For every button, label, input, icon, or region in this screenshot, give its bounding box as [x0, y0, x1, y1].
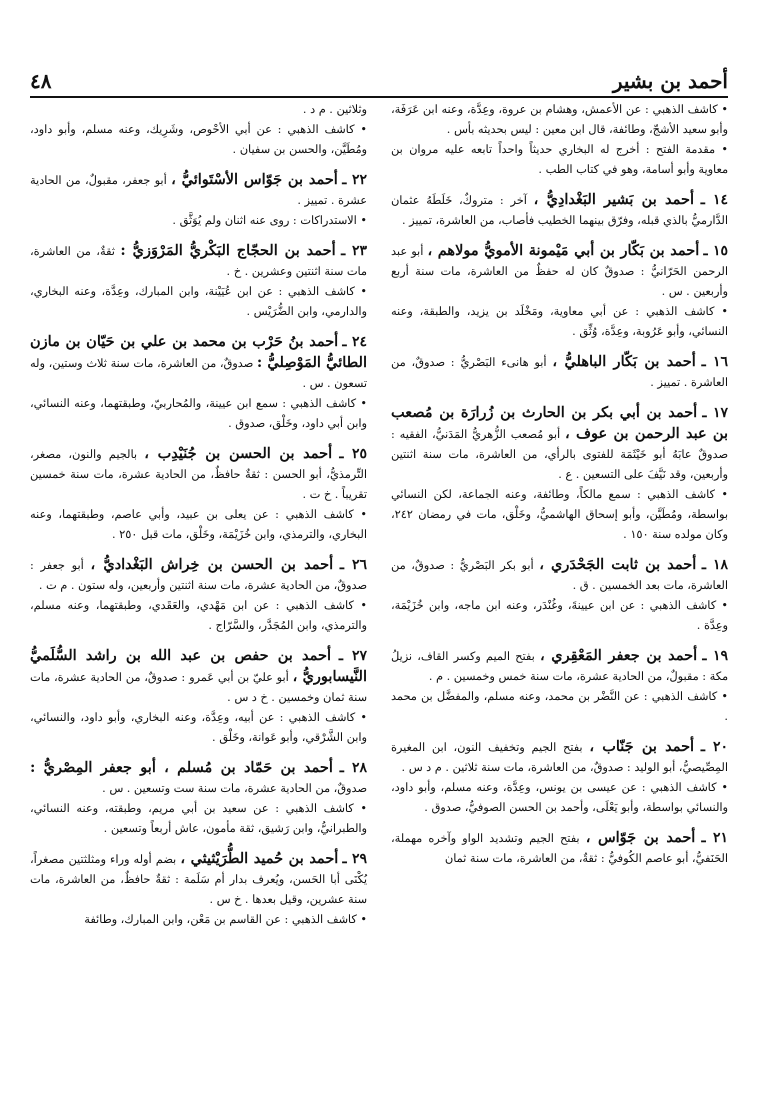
annotation-paragraph — [30, 799, 367, 839]
paragraph-text: بفتح الميم وكسر القاف، نزيلُ مكة : مقبولٌ، من الحادية عشرة، مات سنة خمس وخمسين . م . — [391, 650, 728, 683]
paragraph-text: بفتح الجيم وتشديد الواو وآخره مهملة، الحَنَفيُّ، أبو عاصم الكُوفيُّ : ثقةٌ، من العاشرة، مات سنة ثمان — [391, 832, 728, 865]
paragraph-text: ثقةٌ، من العاشرة، مات سنة اثنتين وعشرين . خ . — [30, 245, 367, 278]
entry-text — [30, 100, 367, 120]
paragraph-text: وثلاثين . م د . — [302, 103, 367, 116]
annotation-paragraph — [30, 505, 367, 545]
paragraph-text: • كاشف الذهبي : عن أبي معاوية، ومَخْلَد بن يزيد، والطبقة، وعنه النسائي، وأبو عَرُوبة، وعِدَّة، وُثِّق . — [391, 305, 728, 338]
entry-number: ٢٣ ـ — [341, 243, 367, 259]
entry-text — [391, 737, 728, 778]
entry-text — [30, 444, 367, 505]
entry-text — [30, 170, 367, 211]
paragraph-text: • كاشف الذهبي : سمع مالكاً، وطائفة، وعنه الجماعة، لكن النسائي بواسطة، ومُطَيَّن، وأبو إسحاق الهاشميُّ، وخَلْق، مات في رمضان ٢٤٢، وكان مولده سنة ١٥٠ . — [391, 488, 728, 541]
narrator-name: أحمد بن جَوّاس ، — [585, 829, 696, 846]
biography-entry — [30, 758, 367, 839]
annotation-paragraph — [391, 140, 728, 180]
entry-text — [30, 241, 367, 282]
annotation-paragraph — [391, 100, 728, 140]
entry-text — [30, 555, 367, 596]
paragraph-text: • كاشف الذهبي : عن عيسى بن يونس، وعِدَّة، وعنه مسلم، وأبو داود، والنسائي بواسطة، وأبو يَعْلَى، وأحمد بن الحسن الصوفيُّ، صدوق . — [391, 781, 728, 814]
annotation-paragraph — [391, 485, 728, 545]
paragraph-text: • كاشف الذهبي : عن الأعمش، وهشام بن عروة، وعِدَّة، وعنه ابن عَرَفَة، وأبو سعيد الأشجّ، وطائفة، قال ابن معين : ليس بحديثه بأس . — [391, 103, 728, 136]
paragraph-text: صدوقٌ، من العاشرة، مات سنة ثلاث وستين، وله تسعون . س . — [30, 357, 367, 390]
biography-entry — [391, 737, 728, 818]
narrator-name: أحمد بن جَنّاب ، — [589, 738, 695, 755]
entry-number: ١٧ ـ — [702, 405, 728, 421]
annotation-paragraph — [30, 120, 367, 160]
biography-entry — [391, 190, 728, 231]
paragraph-text: • كاشف الذهبي : عن أبي الأحْوص، وشَرِيك، وعنه مسلم، وأبو داود، ومُطَيَّن، والحسن بن سفيان . — [30, 123, 367, 156]
entry-continuation — [30, 100, 367, 160]
annotation-paragraph — [391, 687, 728, 727]
paragraph-text: • مقدمة الفتح : أخرج له البخاري حديثاً واحداً تابعه عليه مروان بن معاوية وأبو أسامة، وهو في كتاب الطب . — [391, 143, 728, 176]
paragraph-text: • كاشف الذهبي : عن أبيه، وعِدَّة، وعنه البخاري، وأبو داود، والنسائي، وابن الشَّرْقي، وأبو عَوانة، وخَلْق . — [30, 711, 367, 744]
paragraph-text: • كاشف الذهبي : عن ابن عُيَيْنة، وابن المبارك، وعِدَّة، وعنه البخاري، والدارمي، وابن الضُّرَيْس . — [30, 285, 367, 318]
narrator-name: أحمد بن جَوّاس الأسْتَوائيُّ ، — [171, 171, 338, 188]
narrator-name: أحمد بن الحسن بن خِراش البَغْداديُّ ، — [90, 556, 334, 573]
biography-entry — [391, 646, 728, 727]
entry-number: ٢٧ ـ — [338, 648, 367, 664]
entry-number: ٢٥ ـ — [339, 446, 368, 462]
paragraph-text: • كاشف الذهبي : عن النَّضْر بن محمد، وعنه مسلم، والمفضَّل بن محمد . — [391, 690, 728, 723]
entry-continuation — [391, 100, 728, 180]
paragraph-text: • كاشف الذهبي : عن القاسم بن مَعْن، وابن المبارك، وطائفة — [84, 913, 367, 926]
narrator-name: أحمد بن حَمّاد بن مُسلم ، أبو جعفر المِصْريُّ : — [30, 759, 333, 776]
paragraph-text: أبو جعفر، مقبولٌ، من الحادية عشرة . تمييز . — [30, 174, 367, 207]
paragraph-text: • الاستدراكات : روى عنه اثنان ولم يُوَثَّق . — [172, 214, 367, 227]
entry-text — [391, 190, 728, 231]
narrator-name: أحمد بن بَكّار الباهليُّ ، — [552, 353, 696, 370]
entry-number: ٢٤ ـ — [342, 334, 367, 350]
entry-number: ١٤ ـ — [700, 192, 729, 208]
entry-number: ٢١ ـ — [701, 830, 729, 846]
biography-entry — [30, 849, 367, 930]
annotation-paragraph — [30, 708, 367, 748]
biography-entry — [391, 555, 728, 636]
narrator-name: أحمد بن حفص بن عبد الله بن راشد السُّلَميُّ النَّيسابوريُّ ، — [30, 647, 367, 685]
paragraph-text: بالجيم والنون، مصغر، التِّرمذيُّ، أبو الحسن : ثقةٌ حافظٌ، من الحادية عشرة، مات سنة خمسين تقريباً . خ ت . — [30, 448, 367, 501]
entry-number: ٢٦ ـ — [339, 557, 367, 573]
biography-entry — [391, 828, 728, 869]
annotation-paragraph — [30, 282, 367, 322]
annotation-paragraph — [30, 596, 367, 636]
narrator-name: أحمد بن حُميد الطُّرَيْثيثي ، — [180, 850, 339, 867]
entry-number: ٢٠ ـ — [700, 739, 729, 755]
biography-entry — [30, 332, 367, 434]
biography-entry — [391, 241, 728, 342]
paragraph-text: أبو عبد الرحمن الحَرّانيُّ : صدوقٌ كان له حفظٌ من العاشرة، مات سنة أربع وأربعين . س . — [391, 245, 728, 298]
entry-number: ١٨ ـ — [701, 557, 728, 573]
narrator-name: أحمد بن الحسن بن جُنَيْدِب ، — [144, 445, 333, 462]
paragraph-text: آخر : متروكٌ، خَلَطَهُ عثمان الدَّارميُّ بالذي قبله، وفرّق بينهما الخطيب فأصاب، من العاشرة، تمييز . — [391, 194, 728, 227]
entry-text — [391, 352, 728, 393]
text-columns — [30, 100, 728, 1090]
biography-entry — [30, 170, 367, 231]
entry-text — [391, 555, 728, 596]
entry-text — [30, 646, 367, 708]
narrator-name: أحمد بن ثابت الجَحْدَري ، — [539, 556, 697, 573]
biography-entry — [391, 352, 728, 393]
entry-number: ١٩ ـ — [702, 648, 729, 664]
running-title: أحمد بن بشير — [612, 69, 728, 93]
entry-text — [391, 646, 728, 687]
biography-entry — [30, 555, 367, 636]
annotation-paragraph — [391, 302, 728, 342]
paragraph-text: أبو مُصعب الزُّهريُّ المَدَنيُّ، الفقيه : صدوقٌ عابَهُ أبو خَيْثَمَة للفتوى بالرأي، من العاشرة، مات سنة اثنتين وأربعين، وقد نَيَّفَ على التسعين . ع . — [391, 428, 728, 481]
paragraph-text: • كاشف الذهبي : سمع ابن عيينة، والمُحاربيّ، وطبقتهما، وعنه النسائي، وابن أبي داود، وخَلْق، صدوق . — [30, 397, 367, 430]
annotation-paragraph — [30, 211, 367, 231]
biography-entry — [391, 403, 728, 545]
paragraph-text: • كاشف الذهبي : عن ابن عيينةَ، وغُنْدَر، وعنه ابن ماجه، وابن خُزَيْمَة، وعِدَّة . — [391, 599, 728, 632]
paragraph-text: أبو بكر البَصْريُّ : صدوقٌ، من العاشرة، مات بعد الخمسين . ق . — [391, 559, 728, 592]
entry-number: ١٥ ـ — [703, 243, 729, 259]
annotation-paragraph — [30, 394, 367, 434]
narrator-name: أحمد بن أبي بكر بن الحارث بن زُرارَة بن مُصعب بن عبد الرحمن بن عوف ، — [391, 404, 729, 442]
narrator-name: أحمد بن الحجّاج البَكْريُّ المَرْوَزيُّ : — [120, 242, 336, 259]
paragraph-text: • كاشف الذهبي : عن ابن مَهْدي، والعَقَدي، وطبقتهما، وعنه مسلم، والترمذي، وابن المُجَدَّر، والسَّرّاج . — [30, 599, 367, 632]
entry-text — [30, 849, 367, 910]
biography-entry — [30, 241, 367, 322]
paragraph-text: • كاشف الذهبي : عن سعيد بن أبي مريم، وطبقته، وعنه النسائي، والطبرانيُّ، وابن رَشيق، ثقة مأمون، عاش أربعاً وتسعين . — [30, 802, 367, 835]
paragraph-text: أبو عليّ بن أبي عَمرو : صدوقٌ، من الحادية عشرة، مات سنة ثمان وخمسين . خ د س . — [30, 671, 367, 704]
page-header — [30, 66, 728, 98]
narrator-name: أحمد بن جعفر المَعْقِري ، — [539, 647, 698, 664]
narrator-name: أحمد بنُ حَرْب بن محمد بن علي بن حَيّان بن مازن الطائيُّ المَوْصِليُّ : — [30, 333, 367, 371]
entry-text — [30, 758, 367, 799]
right-column — [391, 100, 728, 1090]
annotation-paragraph — [391, 778, 728, 818]
narrator-name: أحمد بن بَكّار بن أبي مَيْمونة الأمويُّ مولاهم ، — [427, 242, 700, 259]
paragraph-text: بفتح الجيم وتخفيف النون، ابن المغيرة المِصِّيصيُّ، أبو الوليد : صدوقٌ، من العاشرة، مات سنة ثلاثين . م د س . — [391, 741, 728, 774]
entry-number: ٢٢ ـ — [342, 172, 368, 188]
entry-text — [391, 241, 728, 302]
paragraph-text: بضم أوله وراء ومثلثتين مصغراً، يُكْنَى أبا الحَسن، ويُعرف بدار أم سَلَمة : ثقةٌ حافظٌ، من العاشرة، مات سنة عشرين، وقيل بعدها . خ س . — [30, 853, 367, 906]
entry-text — [30, 332, 367, 394]
entry-number: ٢٩ ـ — [342, 851, 367, 867]
entry-text — [391, 403, 728, 485]
entry-text — [391, 828, 728, 869]
page-number: ٤٨ — [30, 69, 52, 93]
left-column — [30, 100, 367, 1090]
paragraph-text: صدوقٌ، من الحادية عشرة، مات سنة ست وتسعين . س . — [102, 782, 367, 795]
paragraph-text: أبو هانىء البَصْريُّ : صدوقٌ، من العاشرة . تمييز . — [391, 356, 728, 389]
biography-entry — [30, 444, 367, 545]
biography-entry — [30, 646, 367, 748]
annotation-paragraph — [30, 910, 367, 930]
narrator-name: أحمد بن بَشير البَغْدادِيُّ ، — [533, 191, 694, 208]
paragraph-text: • كاشف الذهبي : عن يعلى بن عبيد، وأبي عاصم، وطبقتهما، وعنه البخاري، والترمذي، وابن خُزَيْمَة، وخَلْق، مات قبل ٢٥٠ . — [30, 508, 367, 541]
entry-number: ١٦ ـ — [701, 354, 728, 370]
paragraph-text: أبو جعفر : صدوقٌ، من الحادية عشرة، مات سنة اثنتين وأربعين، وله ستون . م ت . — [30, 559, 367, 592]
entry-number: ٢٨ ـ — [339, 760, 368, 776]
annotation-paragraph — [391, 596, 728, 636]
